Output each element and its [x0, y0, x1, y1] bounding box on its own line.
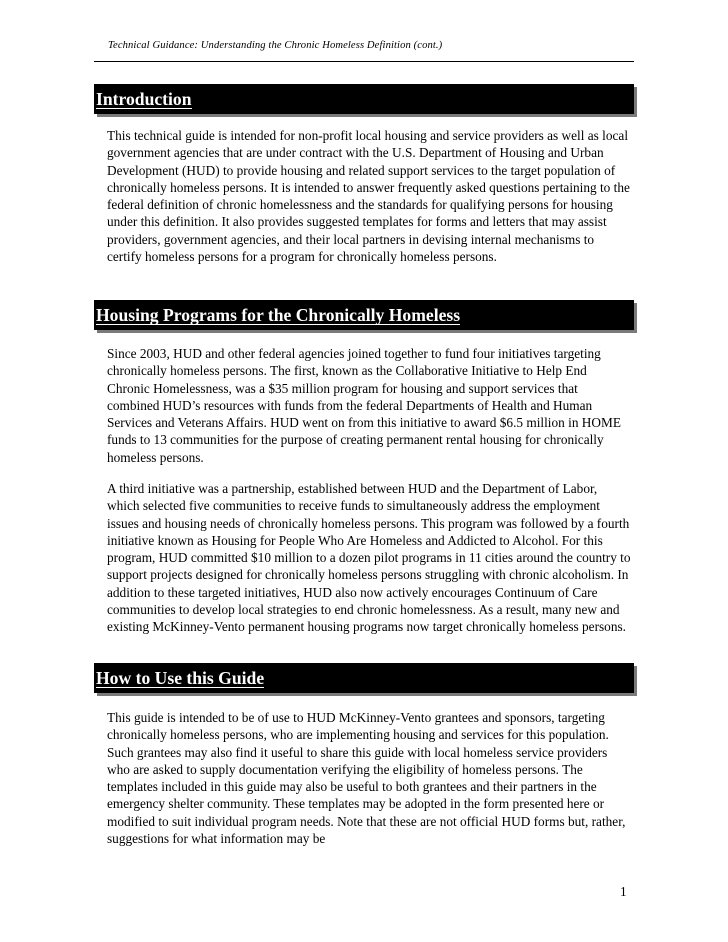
page-number: 1: [620, 884, 627, 899]
housing-programs-paragraph-1: Since 2003, HUD and other federal agencies joined together to fund four initiatives targeting chronically homeless persons. The first, known as the Collaborative Initiative to Help End Chronic Homelessness, was a $35 million program for housing and support services that combined HUD’s resources with funds from the federal Departments of Health and Human Services and Veterans Affairs. HUD went on from this initiative to award $6.5 million in HOME funds to 13 communities for the purpose of creating permanent rental housing for chronically homeless persons.: [107, 346, 621, 465]
section-title: How to Use this Guide: [96, 668, 265, 688]
housing-programs-paragraph-2: A third initiative was a partnership, established between HUD and the Department of Labor, which selected five communities to receive funds to simultaneously address the employment issues and housing needs of chronically homeless persons. This program was followed by a fourth initiative known as Housing for People Who Are Homeless and Addicted to Alcohol. For this program, HUD committed $10 million to a dozen pilot programs in 11 cities around the country to support projects designed for chronically homeless persons struggling with chronic alcoholism. In addition to these targeted initiatives, HUD also now actively encourages Continuum of Care communities to develop local strategies to end chronic homelessness. As a result, many new and existing McKinney-Vento permanent housing programs now target chronically homeless persons.: [107, 481, 631, 635]
introduction-paragraph: This technical guide is intended for non-profit local housing and service providers as well as local government agencies that are under contract with the U.S. Department of Housing and Urban Development (HUD) to provide housing and related support services to the target population of chronically homeless persons. It is intended to answer frequently asked questions pertaining to the federal definition of chronic homelessness and the standards for qualifying persons for housing under this definition. It also provides suggested templates for forms and letters that may assist providers, government agencies, and their local partners in devising internal mechanisms to certify homeless persons for a program for chronically homeless persons.: [107, 128, 630, 265]
section-heading-how-to-use: [94, 663, 634, 693]
section-heading-housing-programs: [94, 300, 634, 330]
header-rule: [94, 61, 634, 62]
section-title: Introduction: [96, 89, 192, 109]
section-title: Housing Programs for the Chronically Homeless: [96, 305, 461, 325]
running-header: Technical Guidance: Understanding the Chronic Homeless Definition (cont.): [108, 40, 443, 51]
section-heading-introduction: [94, 84, 634, 114]
how-to-use-paragraph: This guide is intended to be of use to HUD McKinney-Vento grantees and sponsors, targeting chronically homeless persons, who are implementing housing and services for this population. Such grantees may also find it useful to share this guide with local homeless service providers who are asked to supply documentation verifying the eligibility of homeless persons. The templates included in this guide may also be useful to both grantees and their partners in the emergency shelter community. These templates may be adopted in the form presented here or modified to suit individual program needs. Note that these are not official HUD forms but, rather, suggestions for what information may be: [107, 710, 626, 847]
